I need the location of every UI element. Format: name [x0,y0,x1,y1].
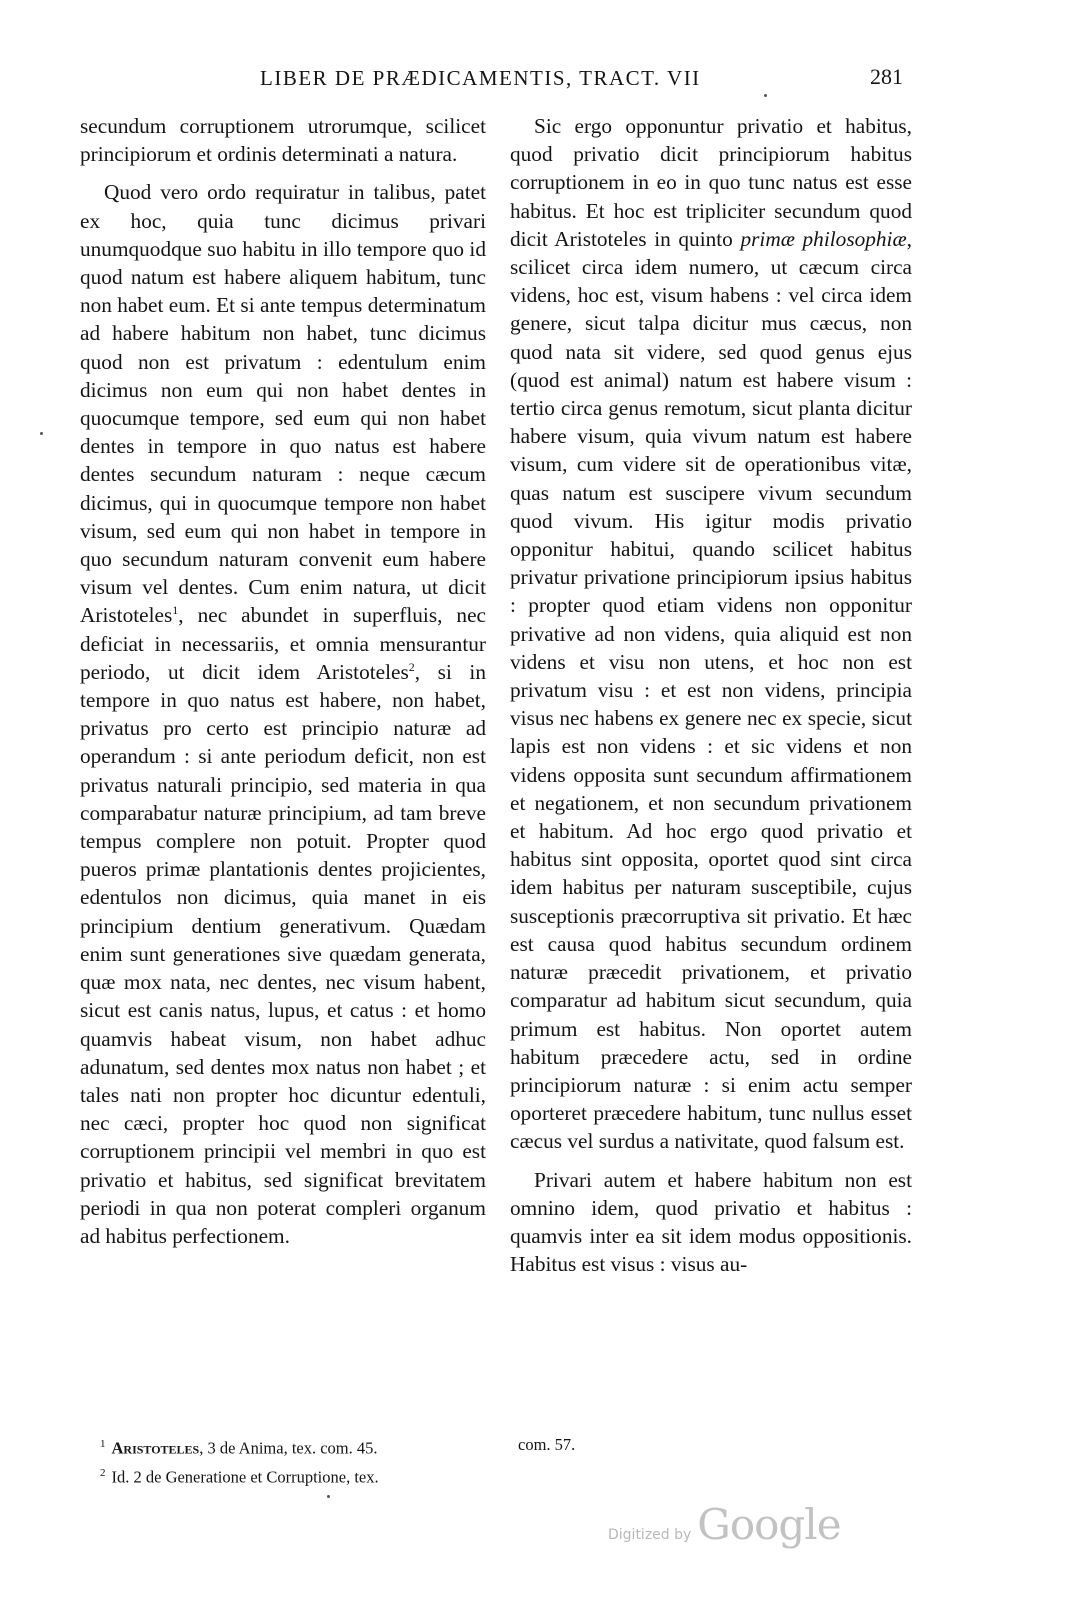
text-run: , nec abundet in superfluis, nec deficiat in necessariis, et omnia mensurantur periodo, ut dicit idem Aristoteles [80,603,486,684]
paragraph [510,112,912,1156]
paragraph: Privari autem et habere habitum non est omnino idem, quod privatio et habitus : quamvis inter ea sit idem modus oppositionis. Habitus est visus : visus au- [510,1167,912,1277]
footnote-text: Id. 2 de Generatione et Corruptione, tex. [111,1467,379,1486]
google-logo: Google [697,1500,841,1549]
paragraph: secundum corruptionem utrorumque, scilicet principiorum et ordinis determinati a natura. [80,114,486,167]
text-run: , scilicet circa idem numero, ut cæcum circa videns, hoc est, visum habens : vel circa idem genere, sicut talpa dicitur mus cæcus, non quod nata sit videre, sed quod genus ejus (quod est animal) natum est habere visum : tertio circa genus remotum, sicut planta dicitur habere visum, quia vivum natum est habere visum, cum videre sit de operationibus vitæ, quas natum est suscipere vivum secundum quod vivum. His igitur modis privatio opponitur habitui, quando scilicet habitus privatur privatione principiorum ipsius habitus : propter quod etiam videns non opponitur privative ad non videns, quia aliquid est non videns et visu non utens, et hoc non est privatum visu : et est non videns, principia visus nec habens ex genere nec ex specie, sicut lapis est non videns : et sic videns et non videns opposita sunt secundum affirmationem et negationem, et non secundum privationem et habitum. Ad hoc ergo quod privatio et habitus sint opposita, oportet quod sint circa idem habitus per naturam susceptibile, cujus susceptionis præcorruptiva sit privatio. Et hæc est causa quod habitus secundum ordinem naturæ præcedit privationem, et privatio comparatur ad habitum sicut secundum, quia primum est habitus. Non oportet autem habitum præcedere actu, sed in ordine principiorum naturæ : si enim actu semper oporteret præcedere habitum, tunc nullus esset cæcus vel surdus a nativitate, quod falsum est. [510,226,912,1154]
footnote-1 [100,1432,500,1461]
footnote-2 [100,1461,500,1490]
digitized-by-label: Digitized by [608,1527,692,1543]
text-run: Sic ergo opponuntur privatio et habitus, quod privatio dicit principiorum habitus corruptionem in eo in quo tunc natus est esse habitus. Et hoc est tripliciter secundum quod dicit Aristoteles in quinto [510,114,912,251]
footnote-mark: 1 [100,1438,106,1450]
running-head: LIBER DE PRÆDICAMENTIS, TRACT. VII [260,66,701,90]
text-run: Quod vero ordo requiratur in talibus, patet ex hoc, quia tunc dicimus privari unumquodque suo habitu in illo tempore quo id quod natum est habere aliquem habitum, tunc non habet eum. Et si ante tempus determinatum ad habere habitum non habet, tunc dicimus quod non est privatum : edentulum enim dicimus non eum qui non habet dentes in quocumque tempore, sed eum qui non habet dentes in tempore in quo natus est habere dentes secundum naturam : neque cæcum dicimus, qui in quocumque tempore non habet visum, sed eum qui non habet in tempore in quo secundum naturam convenit eum habere visum vel dentes. Cum enim natura, ut dicit Aristoteles [80,180,486,628]
paper-speck [327,1495,330,1498]
footnote-text: , 3 de Anima, tex. com. 45. [199,1438,378,1458]
footnote-ref: 2 [408,659,415,674]
footnotes-left [100,1432,500,1489]
paper-speck [40,432,43,435]
paragraph [80,178,486,1250]
footnotes-right [518,1432,718,1457]
book-title: primæ philosophiæ [740,226,907,251]
page-number: 281 [870,64,903,89]
right-column [510,112,912,1288]
footnote-2-continued: com. 57. [518,1435,576,1454]
left-column [80,112,486,1260]
footnote-author: Aristoteles [111,1438,200,1458]
digitized-watermark [608,1500,841,1549]
footnote-ref: 1 [172,603,179,618]
text-run: , si in tempore in quo natus est habere, non habet, privatus pro certo est principio naturæ ad operandum : si ante periodum deficit, non est privatus naturali principio, sed materia in qua comparabatur naturæ principium, ad tam breve tempus complere non potuit. Propter quod pueros primæ plantationis dentes projicientes, edentulos non dicimus, quia manet in eis principium dentium generativum. Quædam enim sunt generationes sive quædam generata, quæ mox nata, nec dentes, nec visum habent, sicut est canis natus, lupus, et catus : et homo quamvis habeat visum, non habet adhuc adunatum, sed dentes mox natus non habet ; et tales nati non propter hoc dicuntur edentuli, nec cæci, propter hoc quod non significat corruptionem principii vel membri in quo est privatio et habitus, sed significat brevitatem periodi in qua non poterat compleri organum ad habitus perfectionem. [80,659,486,1248]
paper-speck [764,94,767,97]
footnote-mark: 2 [100,1466,106,1479]
